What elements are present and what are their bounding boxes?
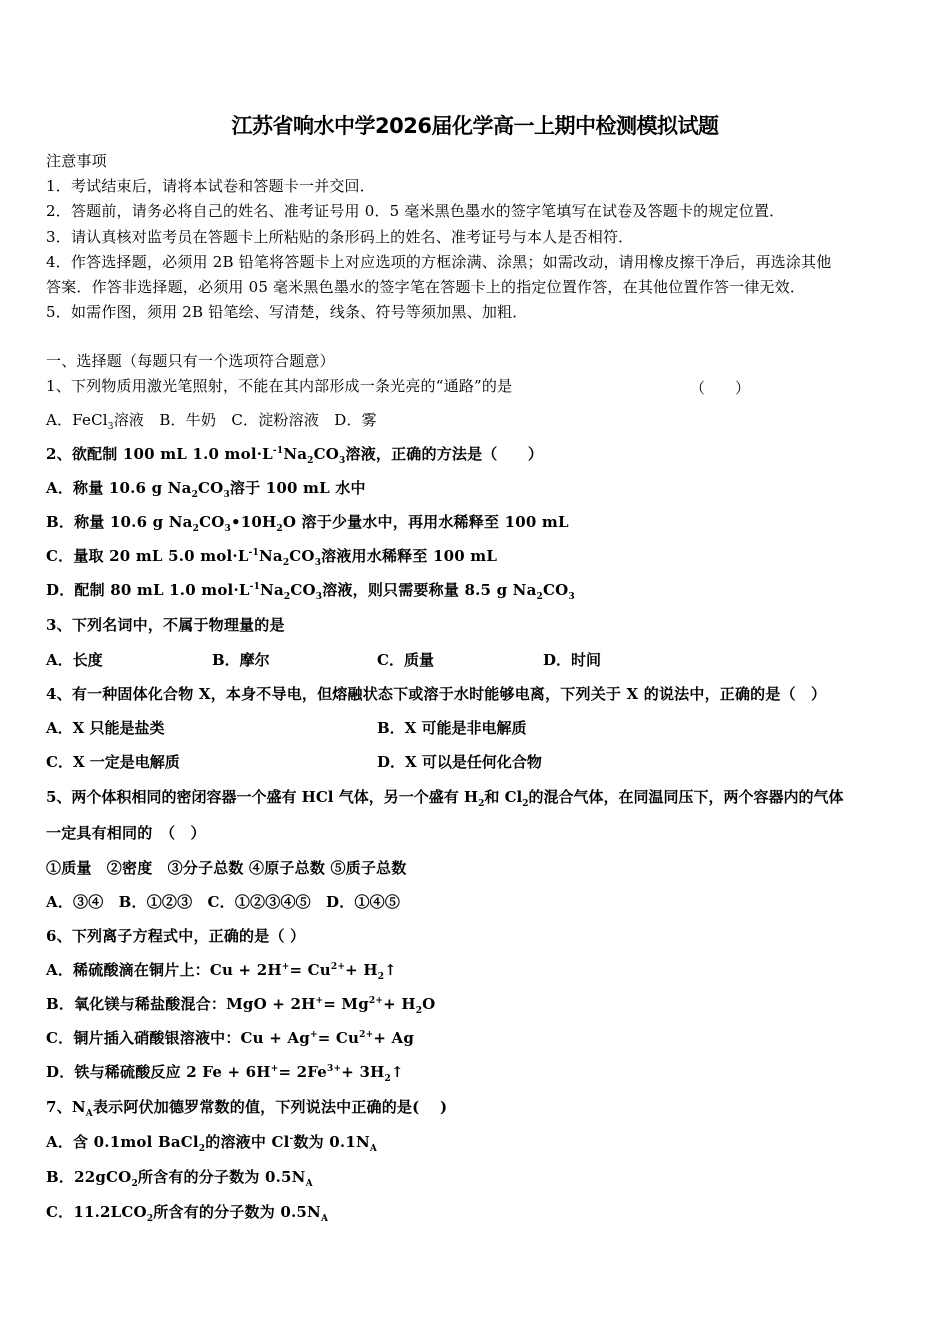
question-1-stem: 1、下列物质用激光笔照射，不能在其内部形成一条光亮的“通路”的是 [46, 377, 513, 395]
question-6-option-b: B．氧化镁与稀盐酸混合：MgO + $2H^+= Mg^{2+}+ H_2O$ [46, 995, 436, 1016]
question-4-option: C．X 一定是电解质 [46, 753, 180, 771]
notice-item: 4．作答选择题，必须用 2B 铅笔将答题卡上对应选项的方框涂满、涂黑；如需改动，请用橡皮擦干净后，再选涂其他 [46, 253, 832, 271]
question-7-stem: 7、$N_A$表示阿伏加德罗常数的值，下列说法中正确的是( ) [46, 1098, 448, 1119]
question-7-option-b: B．22gCO$_2$所含有的分子数为 $0.5N_A$ [46, 1168, 313, 1189]
notice-item: 3．请认真核对监考员在答题卡上所粘贴的条形码上的姓名、准考证号与本人是否相符． [46, 228, 634, 246]
question-6-stem: 6、下列离子方程式中，正确的是（ ） [46, 927, 306, 945]
question-3-option: B．摩尔 [212, 651, 270, 669]
question-6-option-d: D．铁与稀硫酸反应 2 $Fe + 6H^+= 2Fe^{3+}+$ $3H_2↑$ [46, 1063, 404, 1084]
question-3-option: D．时间 [543, 651, 602, 669]
notice-item: 2．答题前，请务必将自己的姓名、准考证号用 0．5 毫米黑色墨水的签字笔填写在试卷及答题卡的规定位置． [46, 202, 785, 220]
question-1-options: A．FeCl$_3$溶液 B．牛奶 C．淀粉溶液 D．雾 [46, 411, 377, 432]
question-4-option: D．X 可以是任何化合物 [377, 753, 542, 771]
question-6-option-c: C．铜片插入硝酸银溶液中：$Cu + Ag^+= Cu^{2+}+ Ag$ [46, 1029, 415, 1047]
question-2-option-b: B．称量 10.6 g $Na_2CO_3•10H_2O$ 溶于少量水中，再用水稀释至 100 mL [46, 513, 569, 534]
question-4-option: A．X 只能是盐类 [46, 719, 165, 737]
question-2-option-a: A．称量 10.6 g $Na_2CO_3$溶于 100 mL 水中 [46, 479, 366, 500]
question-2-option-d: D．配制 80 mL 1.0 $mol\cdot L^{-1}Na_2CO_3$溶液，则只需要称量 8.5 g $Na_2CO_3$ [46, 581, 575, 602]
question-2-option-c: C．量取 20 mL 5.0 $mol\cdot L^{-1}Na_2CO_3$溶液用水稀释至 100 mL [46, 547, 498, 568]
question-3-stem: 3、下列名词中，不属于物理量的是 [46, 616, 285, 634]
notice-item: 1．考试结束后，请将本试卷和答题卡一并交回． [46, 177, 375, 195]
question-3-option: A．长度 [46, 651, 103, 669]
question-4-option: B．X 可能是非电解质 [377, 719, 527, 737]
question-5-options: A．③④ B．①②③ C．①②③④⑤ D．①④⑤ [46, 893, 401, 911]
notice-item: 5．如需作图，须用 2B 铅笔绘、写清楚，线条、符号等须加黑、加粗． [46, 303, 528, 321]
question-6-option-a: A．稀硫酸滴在铜片上：$Cu + 2H^+= Cu^{2+}+$ $H_2↑$ [46, 961, 397, 982]
answer-paren: （ ） [690, 379, 751, 397]
question-5-stem: 5、两个体积相同的密闭容器一个盛有 HCl 气体，另一个盛有 $H_2$和 $Cl_2$的混合气体，在同温同压下，两个容器内的气体 [46, 788, 844, 809]
page-title: 江苏省响水中学2026届化学高一上期中检测模拟试题 [231, 114, 719, 138]
question-7-option-c: C．$11.2LCO_2$所含有的分子数为 $0.5N_A$ [46, 1203, 329, 1224]
question-5-stem-cont: 一定具有相同的 （ ） [46, 824, 206, 842]
question-3-option: C．质量 [377, 651, 434, 669]
question-4-stem: 4、有一种固体化合物 X，本身不导电，但熔融状态下或溶于水时能够电离，下列关于 X 的说法中，正确的是（ ） [46, 685, 827, 703]
question-7-option-a: A．含 0.1mol BaCl$_2$的溶液中 Cl-数为 $0.1N_A$ [46, 1133, 378, 1154]
question-2-stem: 2、欲配制 100 mL 1.0 $mol\cdot L^{-1}Na_2CO_3$溶液，正确的方法是（ ） [46, 445, 544, 466]
notice-heading: 注意事项 [46, 152, 107, 170]
section-heading: 一、选择题（每题只有一个选项符合题意） [46, 352, 335, 370]
question-5-items: ①质量 ②密度 ③分子总数 ④原子总数 ⑤质子总数 [46, 859, 407, 877]
notice-item: 答案．作答非选择题，必须用 05 毫米黑色墨水的签字笔在答题卡上的指定位置作答，在其他位置作答一律无效． [46, 278, 806, 296]
